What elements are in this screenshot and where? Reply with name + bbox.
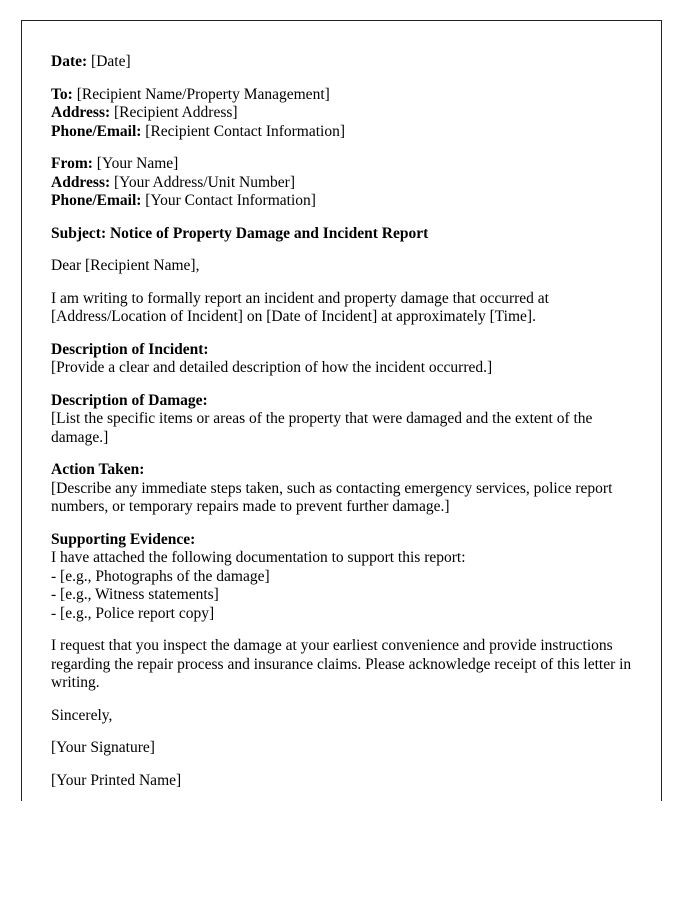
section-description-of-damage — [51, 392, 635, 448]
date-label: Date: — [51, 53, 88, 70]
recipient-block — [51, 86, 635, 142]
incident-heading: Description of Incident: — [51, 340, 209, 358]
sender-from-line — [51, 155, 635, 174]
sender-contact-line — [51, 192, 635, 211]
evidence-heading: Supporting Evidence: — [51, 530, 196, 548]
recipient-contact-value: [Recipient Contact Information] — [145, 122, 346, 140]
subject-line — [51, 225, 635, 244]
letter-page — [21, 20, 662, 801]
sender-block — [51, 155, 635, 211]
date-value: [Date] — [91, 53, 131, 70]
sender-contact-label: Phone/Email: — [51, 192, 142, 209]
from-value: [Your Name] — [96, 155, 179, 172]
recipient-to-line — [51, 86, 635, 105]
evidence-intro: I have attached the following documentation to support this report: — [51, 549, 466, 566]
evidence-item: - [e.g., Police report copy] — [51, 604, 215, 622]
subject-text: Subject: Notice of Property Damage and Incident Report — [51, 224, 429, 242]
sender-address-line — [51, 174, 635, 193]
printed-name-placeholder: [Your Printed Name] — [51, 771, 182, 789]
date-line — [51, 53, 635, 72]
to-value: [Recipient Name/Property Management] — [76, 85, 330, 103]
damage-body: [List the specific items or areas of the property that were damaged and the extent of the damage.] — [51, 410, 593, 446]
section-supporting-evidence — [51, 531, 635, 624]
evidence-item: - [e.g., Photographs of the damage] — [51, 567, 270, 585]
section-description-of-incident — [51, 341, 635, 378]
from-label: From: — [51, 155, 93, 172]
evidence-item: - [e.g., Witness statements] — [51, 586, 219, 603]
incident-body: [Provide a clear and detailed description of how the incident occurred.] — [51, 359, 493, 376]
recipient-contact-line — [51, 123, 635, 142]
recipient-contact-label: Phone/Email: — [51, 122, 142, 140]
salutation: Dear [Recipient Name], — [51, 257, 200, 274]
signature-placeholder: [Your Signature] — [51, 739, 155, 756]
to-label: To: — [51, 85, 73, 103]
sender-contact-value: [Your Contact Information] — [145, 192, 316, 209]
signoff: Sincerely, — [51, 706, 113, 724]
recipient-address-value: [Recipient Address] — [114, 104, 238, 121]
sender-address-value: [Your Address/Unit Number] — [114, 173, 295, 191]
section-action-taken — [51, 461, 635, 517]
intro-paragraph: I am writing to formally report an incident and property damage that occurred at [Address/Location of Incident] on [Date of Incident] at approximately [Time]. — [51, 289, 549, 325]
action-heading: Action Taken: — [51, 461, 145, 478]
closing-paragraph: I request that you inspect the damage at your earliest convenience and provide instructions regarding the repair process and insurance claims. Please acknowledge receipt of this letter in writing. — [51, 637, 632, 691]
recipient-address-label: Address: — [51, 104, 111, 121]
recipient-address-line — [51, 104, 635, 123]
sender-address-label: Address: — [51, 173, 111, 191]
action-body: [Describe any immediate steps taken, such as contacting emergency services, police report numbers, or temporary repairs made to prevent further damage.] — [51, 479, 613, 515]
damage-heading: Description of Damage: — [51, 391, 208, 409]
